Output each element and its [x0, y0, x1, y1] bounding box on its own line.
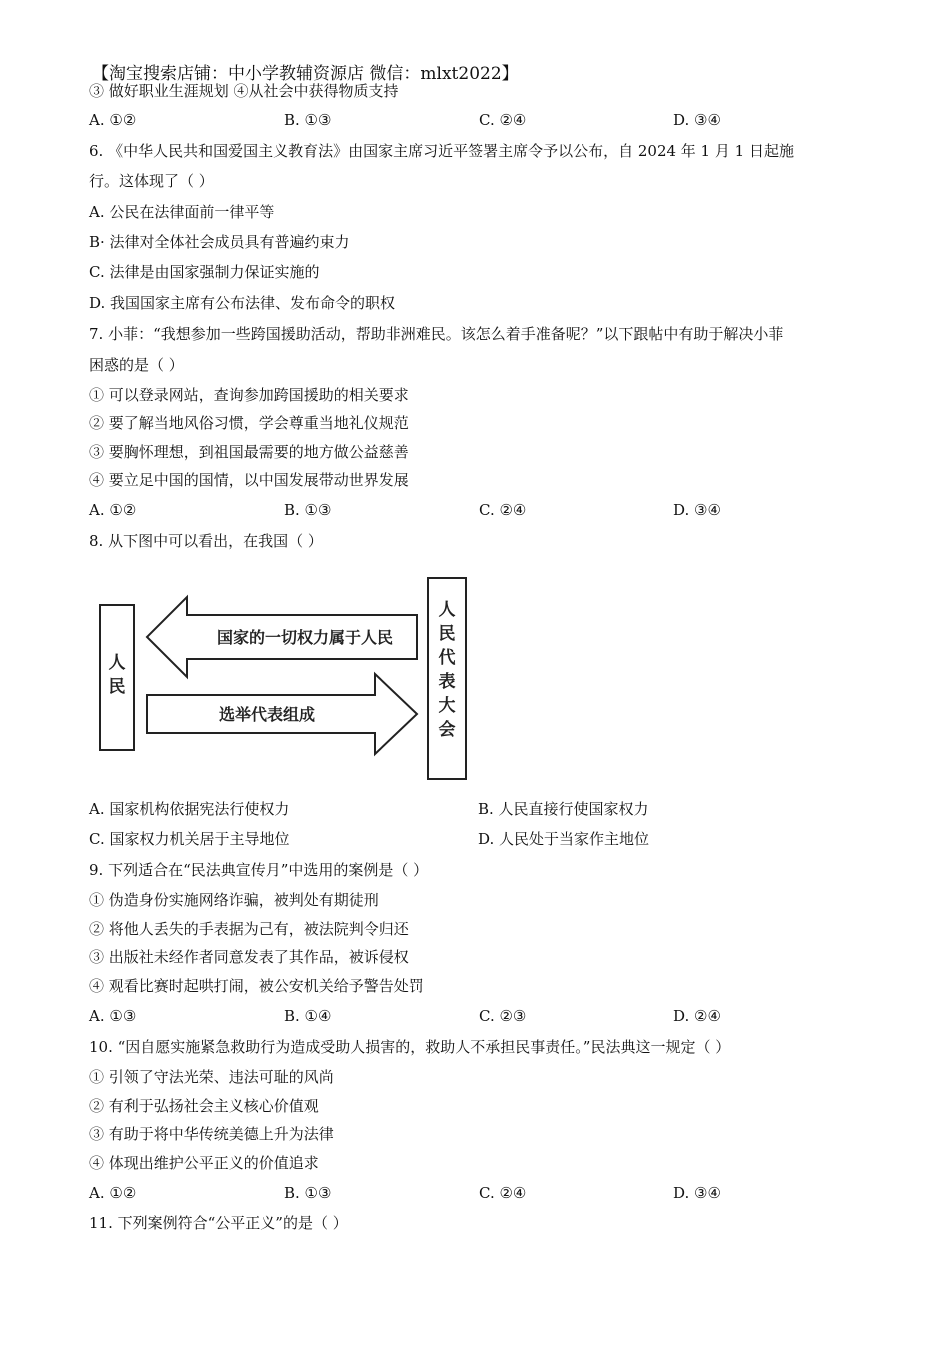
q5-option-d: D. ③④: [673, 111, 721, 129]
q8-option-a: A. 国家机构依据宪法行使权力: [89, 800, 290, 818]
q10-item-4: ④ 体现出维护公平正义的价值追求: [89, 1154, 319, 1172]
arrow-top-label: 国家的一切权力属于人民: [216, 628, 394, 647]
q7-stem-line1: 7. 小菲：“我想参加一些跨国援助活动，帮助非洲难民。该怎么着手准备呢？”以下跟帖中有助于解决小菲: [89, 325, 784, 343]
q11-stem: 11. 下列案例符合“公平正义”的是（ ）: [89, 1214, 348, 1232]
q8-diagram: [95, 575, 475, 785]
q10-item-1: ① 引领了守法光荣、违法可耻的风尚: [89, 1068, 334, 1086]
right-box-char-3: 代: [438, 648, 456, 668]
right-box-char-1: 人: [438, 600, 456, 620]
q9-item-2: ② 将他人丢失的手表据为己有，被法院判令归还: [89, 920, 409, 938]
q10-item-2: ② 有利于弘扬社会主义核心价值观: [89, 1097, 319, 1115]
q7-stem-line2: 困惑的是（ ）: [89, 356, 184, 374]
q10-stem: 10. “因自愿实施紧急救助行为造成受助人损害的，救助人不承担民事责任。”民法典这一规定（ ）: [89, 1038, 731, 1056]
right-box-char-5: 大: [438, 696, 456, 716]
q7-item-3: ③ 要胸怀理想，到祖国最需要的地方做公益慈善: [89, 443, 409, 461]
q7-option-c: C. ②④: [479, 501, 527, 519]
q8-stem: 8. 从下图中可以看出，在我国（ ）: [89, 532, 323, 550]
q8-option-d: D. 人民处于当家作主地位: [478, 830, 650, 848]
arrow-bottom-label: 选举代表组成: [218, 705, 316, 724]
q6-option-a: A. 公民在法律面前一律平等: [89, 203, 275, 221]
q6-option-c: C. 法律是由国家强制力保证实施的: [89, 263, 320, 281]
left-box-char-2: 民: [108, 677, 126, 697]
q8-option-b: B. 人民直接行使国家权力: [478, 800, 649, 818]
q8-option-c: C. 国家权力机关居于主导地位: [89, 830, 290, 848]
right-box-char-2: 民: [438, 624, 456, 644]
watermark-header: 【淘宝搜索店铺：中小学教辅资源店 微信：mlxt2022】: [92, 64, 519, 84]
q10-option-a: A. ①②: [89, 1184, 137, 1202]
q9-item-3: ③ 出版社未经作者同意发表了其作品，被诉侵权: [89, 948, 409, 966]
q9-item-1: ① 伪造身份实施网络诈骗，被判处有期徒刑: [89, 891, 379, 909]
q9-option-a: A. ①③: [89, 1007, 137, 1025]
q5-items-line: ③ 做好职业生涯规划 ④从社会中获得物质支持: [89, 82, 399, 100]
q9-option-c: C. ②③: [479, 1007, 527, 1025]
right-box-char-4: 表: [438, 672, 456, 692]
q7-item-2: ② 要了解当地风俗习惯，学会尊重当地礼仪规范: [89, 414, 409, 432]
q10-option-b: B. ①③: [284, 1184, 332, 1202]
q9-item-4: ④ 观看比赛时起哄打闹，被公安机关给予警告处罚: [89, 977, 424, 995]
q6-option-d: D. 我国国家主席有公布法律、发布命令的职权: [89, 294, 396, 312]
q6-stem-line2: 行。这体现了（ ）: [89, 172, 214, 190]
q7-item-1: ① 可以登录网站，查询参加跨国援助的相关要求: [89, 386, 409, 404]
q5-option-b: B. ①③: [284, 111, 332, 129]
q5-option-a: A. ①②: [89, 111, 137, 129]
q5-option-c: C. ②④: [479, 111, 527, 129]
q9-option-b: B. ①④: [284, 1007, 332, 1025]
q10-item-3: ③ 有助于将中华传统美德上升为法律: [89, 1125, 334, 1143]
q7-option-d: D. ③④: [673, 501, 721, 519]
q7-option-b: B. ①③: [284, 501, 332, 519]
q10-option-d: D. ③④: [673, 1184, 721, 1202]
q9-option-d: D. ②④: [673, 1007, 721, 1025]
q7-option-a: A. ①②: [89, 501, 137, 519]
q6-stem-line1: 6. 《中华人民共和国爱国主义教育法》由国家主席习近平签署主席令予以公布，自 2024 年 1 月 1 日起施: [89, 142, 794, 160]
q6-option-b: B· 法律对全体社会成员具有普遍约束力: [89, 233, 350, 251]
right-box-char-6: 会: [438, 720, 456, 740]
left-box-char-1: 人: [108, 653, 126, 673]
q7-item-4: ④ 要立足中国的国情，以中国发展带动世界发展: [89, 471, 409, 489]
q9-stem: 9. 下列适合在“民法典宣传月”中选用的案例是（ ）: [89, 861, 429, 879]
q10-option-c: C. ②④: [479, 1184, 527, 1202]
